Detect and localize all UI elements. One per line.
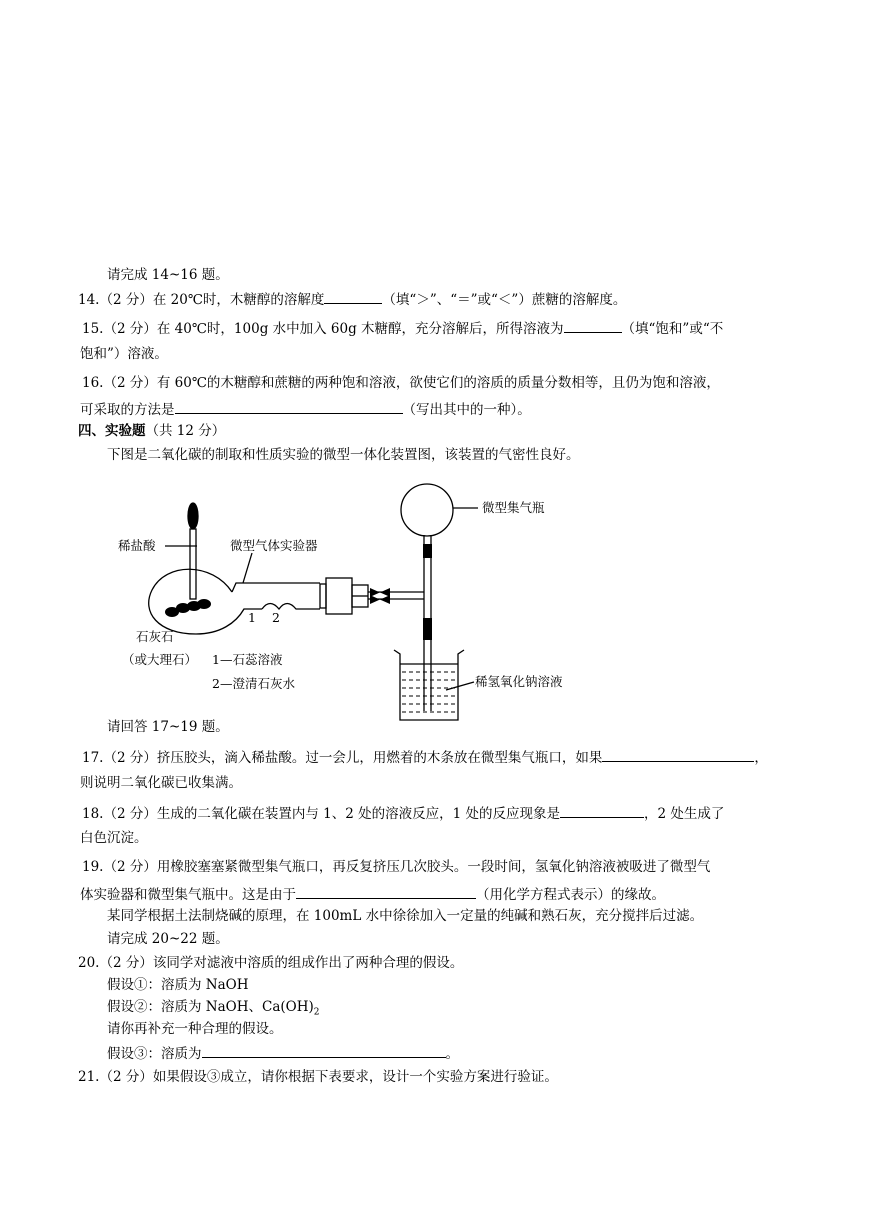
question-15-text-end: （填“饱和”或“不 xyxy=(621,321,724,337)
label-naoh: 稀氢氧化钠溶液 xyxy=(475,674,563,689)
intro-17-19: 请回答 17~19 题。 xyxy=(107,719,229,735)
question-19-text-end: （用化学方程式表示）的缘故。 xyxy=(476,887,665,903)
hypothesis-2-text: 假设②：溶质为 NaOH、Ca(OH) xyxy=(107,999,314,1015)
beaker xyxy=(394,650,464,720)
label-limestone: 石灰石 xyxy=(136,629,174,644)
section-4-title: 四、实验题 xyxy=(78,423,146,439)
label-well-1: 1 xyxy=(248,610,256,625)
label-marble: （或大理石） xyxy=(122,652,198,667)
label-well-2: 2 xyxy=(272,610,280,625)
question-19-line2 xyxy=(80,884,665,904)
gas-collector xyxy=(401,484,453,536)
question-20: 20.（2 分）该同学对滤液中溶质的组成作出了两种合理的假设。 xyxy=(78,955,464,971)
question-16-text: 可采取的方法是 xyxy=(80,402,175,418)
question-18-text: 18.（2 分）生成的二氧化碳在装置内与 1、2 处的溶液反应，1 处的反应现象是 xyxy=(82,806,560,822)
intro-20-22: 请完成 20~22 题。 xyxy=(107,931,229,947)
question-17 xyxy=(82,747,768,767)
dropper-tube xyxy=(190,529,196,599)
hose-clamp xyxy=(370,588,390,604)
question-18 xyxy=(82,803,724,823)
answer-blank-20[interactable] xyxy=(202,1043,446,1058)
question-14-text-end: （填“＞”、“＝”或“＜”）蔗糖的溶解度。 xyxy=(382,292,627,308)
question-18-line2: 白色沉淀。 xyxy=(80,830,148,846)
hypothesis-2 xyxy=(107,998,319,1022)
hypothesis-3-text: 假设③：溶质为 xyxy=(107,1046,202,1062)
label-collector: 微型集气瓶 xyxy=(482,500,545,515)
question-15-line2: 饱和”）溶液。 xyxy=(80,346,168,362)
question-17-text-end: ， xyxy=(754,750,768,766)
answer-blank-18[interactable] xyxy=(560,803,644,818)
question-17-line2: 则说明二氧化碳已收集满。 xyxy=(80,775,242,791)
answer-blank-19[interactable] xyxy=(296,884,476,899)
label-device: 微型气体实验器 xyxy=(230,538,318,553)
hypothesis-2-subscript: 2 xyxy=(313,1007,320,1018)
paragraph-soda: 某同学根据土法制烧碱的原理，在 100mL 水中徐徐加入一定量的纯碱和熟石灰，充分搅拌后过滤。 xyxy=(107,908,704,924)
question-16: 16.（2 分）有 60℃的木糖醇和蔗糖的两种饱和溶液，欲使它们的溶质的质量分数相等，且仍为饱和溶液， xyxy=(82,375,720,391)
question-19-text: 体实验器和微型集气瓶中。这是由于 xyxy=(80,887,296,903)
hypothesis-1: 假设①：溶质为 NaOH xyxy=(107,977,249,993)
hypothesis-3 xyxy=(107,1043,459,1063)
answer-blank-17[interactable] xyxy=(602,747,754,762)
question-15-text: 15.（2 分）在 40℃时，100g 水中加入 60g 木糖醇，充分溶解后，所得溶液为 xyxy=(82,321,564,337)
hypothesis-3-end: 。 xyxy=(445,1046,459,1062)
sample-wells xyxy=(262,604,320,610)
legend-1: 1—石蕊溶液 xyxy=(212,652,283,667)
hypothesis-prompt: 请你再补充一种合理的假设。 xyxy=(107,1021,283,1037)
question-16-text-end: （写出其中的一种）。 xyxy=(402,402,531,418)
legend-2: 2—澄清石灰水 xyxy=(212,676,295,691)
stopper xyxy=(326,578,352,614)
intro-14-16: 请完成 14~16 题。 xyxy=(107,267,229,283)
experiment-intro: 下图是二氧化碳的制取和性质实验的微型一体化装置图，该装置的气密性良好。 xyxy=(107,447,580,463)
question-19: 19.（2 分）用橡胶塞塞紧微型集气瓶口，再反复挤压几次胶头。一段时间，氢氧化钠溶液被吸进了微型气 xyxy=(82,859,711,875)
section-4-score: （共 12 分） xyxy=(145,423,226,439)
question-17-text: 17.（2 分）挤压胶头，滴入稀盐酸。过一会儿，用燃着的木条放在微型集气瓶口，如果 xyxy=(82,750,603,766)
label-hcl: 稀盐酸 xyxy=(118,538,156,553)
question-21: 21.（2 分）如果假设③成立，请你根据下表要求，设计一个实验方案进行验证。 xyxy=(78,1069,558,1085)
question-18-text-end: ，2 处生成了 xyxy=(644,806,725,822)
dropper-bulb xyxy=(188,503,198,529)
question-14-text: 14.（2 分）在 20℃时，木糖醇的溶解度 xyxy=(78,292,325,308)
